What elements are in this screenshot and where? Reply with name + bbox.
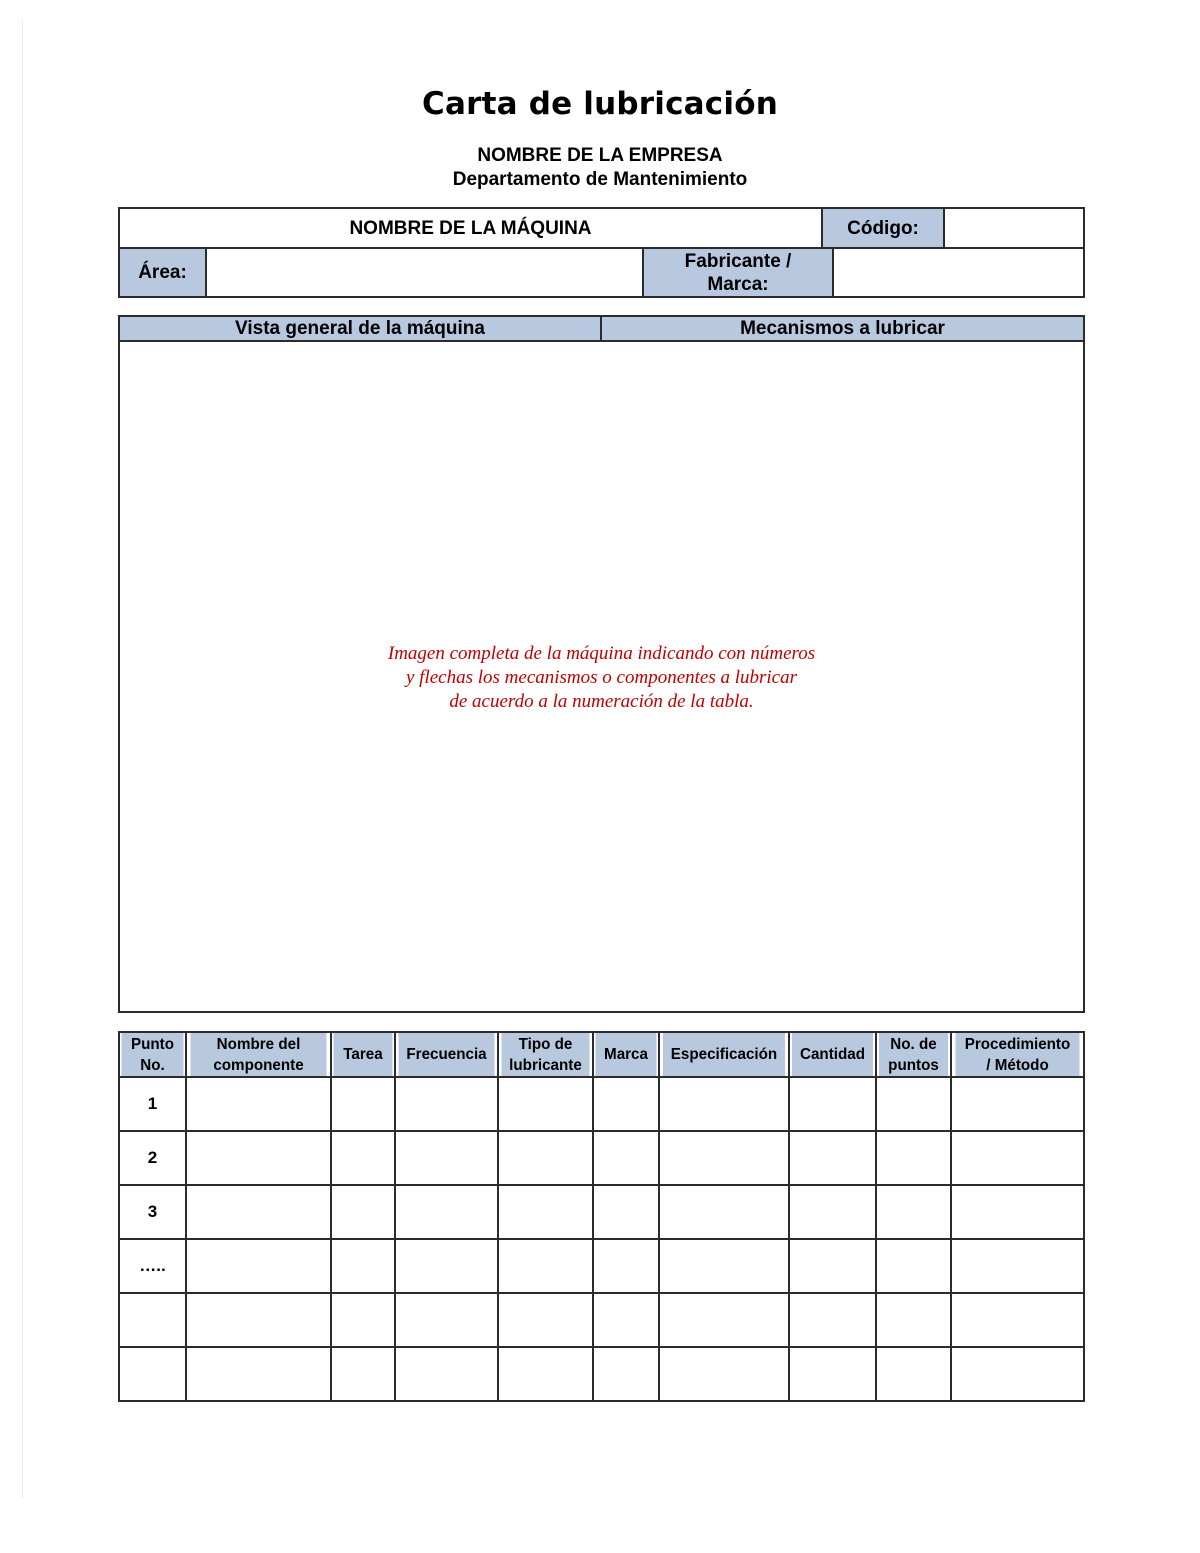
table-cell[interactable] xyxy=(789,1185,876,1239)
table-row xyxy=(119,1077,1084,1131)
table-cell[interactable] xyxy=(395,1239,498,1293)
table-cell[interactable] xyxy=(498,1131,593,1185)
table-cell[interactable] xyxy=(876,1077,951,1131)
table-cell[interactable] xyxy=(186,1293,331,1347)
table-cell[interactable] xyxy=(876,1185,951,1239)
table-cell[interactable] xyxy=(395,1077,498,1131)
column-header-specification: Especificación xyxy=(662,1032,786,1077)
column-header-frequency: Frecuencia xyxy=(398,1032,496,1077)
table-cell[interactable] xyxy=(789,1347,876,1401)
image-placeholder-text xyxy=(120,642,1083,714)
department-name: Departamento de Mantenimiento xyxy=(452,169,748,190)
table-cell[interactable] xyxy=(789,1293,876,1347)
table-cell[interactable] xyxy=(951,1131,1084,1185)
lubrication-table-body xyxy=(119,1077,1084,1401)
table-cell[interactable] xyxy=(593,1293,659,1347)
table-cell[interactable] xyxy=(789,1077,876,1131)
table-cell[interactable] xyxy=(951,1239,1084,1293)
lubrication-table-header xyxy=(119,1032,1084,1077)
column-header-text: Nombre del componente xyxy=(213,1035,304,1074)
table-cell[interactable] xyxy=(876,1347,951,1401)
table-cell[interactable] xyxy=(395,1347,498,1401)
table-cell[interactable] xyxy=(331,1347,395,1401)
table-cell[interactable] xyxy=(186,1077,331,1131)
placeholder-line: Imagen completa de la máquina indicando con números xyxy=(387,643,816,664)
table-row xyxy=(119,1293,1084,1347)
machine-info-table xyxy=(118,207,1085,298)
row-point-number[interactable]: ….. xyxy=(119,1239,186,1293)
column-header-text: Procedimiento / Método xyxy=(964,1035,1071,1074)
maker-label xyxy=(643,248,833,297)
placeholder-line: de acuerdo a la numeración de la tabla. xyxy=(449,691,754,712)
table-cell[interactable] xyxy=(186,1131,331,1185)
row-point-number[interactable] xyxy=(119,1347,186,1401)
column-header-quantity: Cantidad xyxy=(791,1032,874,1077)
code-label: Código: xyxy=(822,208,944,248)
company-name: NOMBRE DE LA EMPRESA xyxy=(477,145,723,166)
table-cell[interactable] xyxy=(395,1131,498,1185)
column-header-points xyxy=(878,1032,949,1077)
row-point-number[interactable]: 2 xyxy=(119,1131,186,1185)
column-header-text: No. de puntos xyxy=(888,1035,939,1074)
table-cell[interactable] xyxy=(593,1131,659,1185)
mechanisms-header: Mecanismos a lubricar xyxy=(601,316,1084,341)
table-cell[interactable] xyxy=(498,1347,593,1401)
table-row xyxy=(119,1131,1084,1185)
table-cell[interactable] xyxy=(659,1347,789,1401)
table-cell[interactable] xyxy=(498,1239,593,1293)
table-cell[interactable] xyxy=(395,1185,498,1239)
area-value-field[interactable] xyxy=(206,248,643,297)
table-cell[interactable] xyxy=(186,1185,331,1239)
column-header-lubricant-type xyxy=(500,1032,590,1077)
table-cell[interactable] xyxy=(659,1077,789,1131)
column-header-procedure xyxy=(954,1032,1080,1077)
table-cell[interactable] xyxy=(395,1293,498,1347)
row-point-number[interactable]: 1 xyxy=(119,1077,186,1131)
table-cell[interactable] xyxy=(659,1131,789,1185)
table-cell[interactable] xyxy=(186,1239,331,1293)
table-cell[interactable] xyxy=(659,1293,789,1347)
table-row xyxy=(119,1239,1084,1293)
table-cell[interactable] xyxy=(331,1185,395,1239)
table-cell[interactable] xyxy=(331,1077,395,1131)
column-header-component xyxy=(190,1032,328,1077)
table-cell[interactable] xyxy=(593,1239,659,1293)
column-header-point xyxy=(121,1032,185,1077)
table-row xyxy=(119,1185,1084,1239)
table-cell[interactable] xyxy=(789,1131,876,1185)
row-point-number[interactable] xyxy=(119,1293,186,1347)
table-cell[interactable] xyxy=(593,1347,659,1401)
table-cell[interactable] xyxy=(876,1131,951,1185)
table-cell[interactable] xyxy=(331,1131,395,1185)
maker-value-field[interactable] xyxy=(833,248,1084,297)
table-cell[interactable] xyxy=(593,1077,659,1131)
table-cell[interactable] xyxy=(659,1239,789,1293)
table-cell[interactable] xyxy=(186,1347,331,1401)
area-label: Área: xyxy=(119,248,206,297)
table-cell[interactable] xyxy=(593,1185,659,1239)
column-header-task: Tarea xyxy=(333,1032,394,1077)
table-cell[interactable] xyxy=(951,1185,1084,1239)
column-header-brand: Marca xyxy=(595,1032,658,1077)
column-header-text: Punto No. xyxy=(130,1035,175,1074)
document-title: Carta de lubricación xyxy=(422,86,778,122)
table-cell[interactable] xyxy=(876,1293,951,1347)
maker-label-text: Fabricante / Marca: xyxy=(684,250,792,295)
table-cell[interactable] xyxy=(331,1239,395,1293)
machine-name-label: NOMBRE DE LA MÁQUINA xyxy=(119,208,822,248)
table-cell[interactable] xyxy=(498,1185,593,1239)
table-cell[interactable] xyxy=(498,1077,593,1131)
column-header-text: Tipo de lubricante xyxy=(509,1035,582,1074)
table-cell[interactable] xyxy=(331,1293,395,1347)
table-cell[interactable] xyxy=(951,1293,1084,1347)
row-point-number[interactable]: 3 xyxy=(119,1185,186,1239)
machine-image-area[interactable] xyxy=(119,341,1084,1012)
table-cell[interactable] xyxy=(951,1347,1084,1401)
table-row xyxy=(119,1347,1084,1401)
page-margin-line xyxy=(22,20,23,1498)
table-cell[interactable] xyxy=(789,1239,876,1293)
placeholder-line: y flechas los mecanismos o componentes a lubricar xyxy=(405,667,798,688)
table-cell[interactable] xyxy=(876,1239,951,1293)
machine-overview-box xyxy=(118,315,1085,1013)
table-cell[interactable] xyxy=(951,1077,1084,1131)
code-value-field[interactable] xyxy=(944,208,1084,248)
lubrication-table xyxy=(118,1031,1085,1402)
table-cell[interactable] xyxy=(659,1185,789,1239)
table-cell[interactable] xyxy=(498,1293,593,1347)
overview-header: Vista general de la máquina xyxy=(119,316,601,341)
